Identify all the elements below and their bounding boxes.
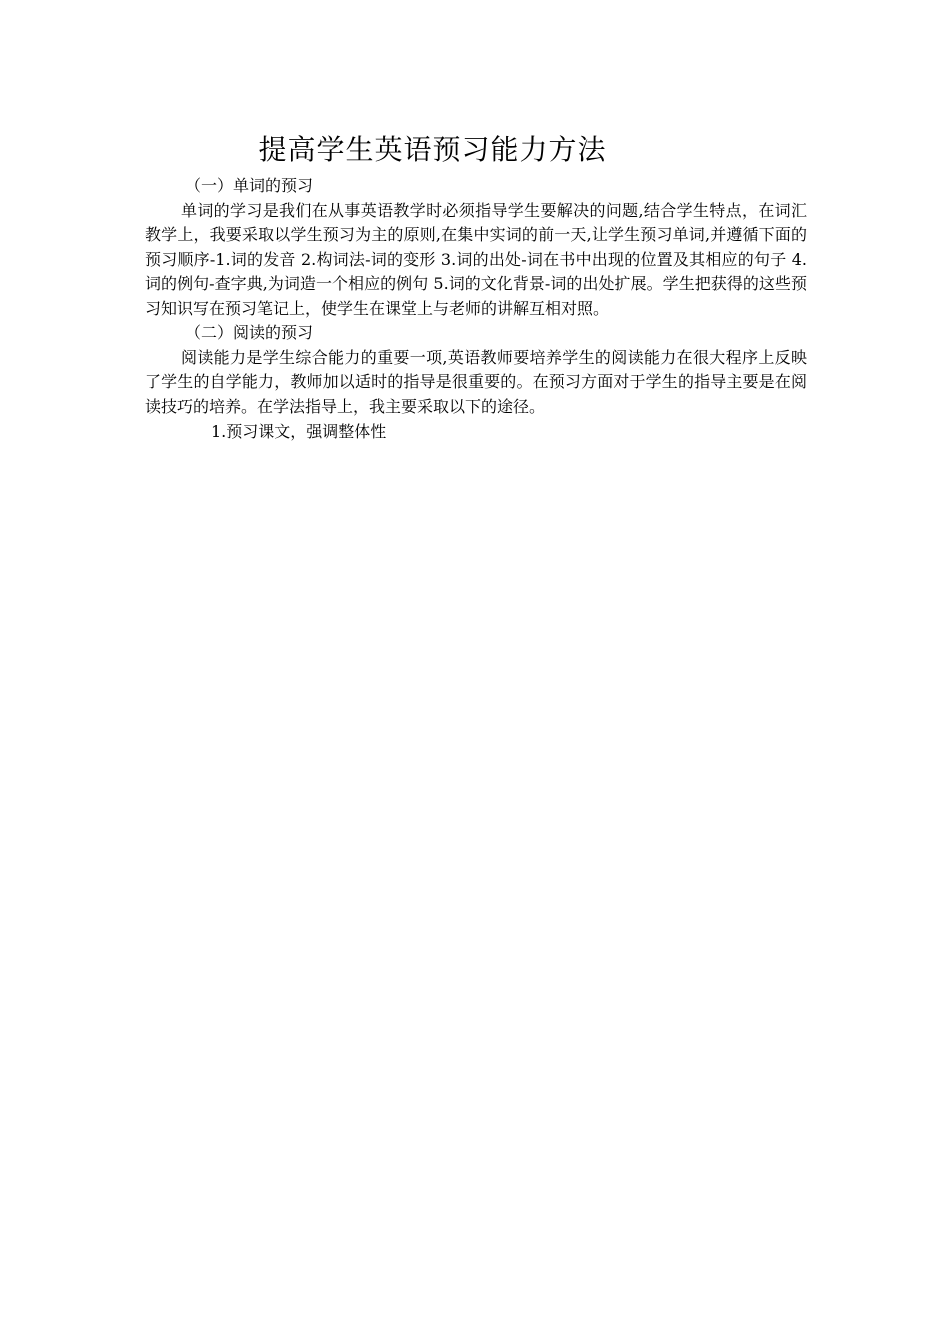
list-item-preview-text: 1.预习课文，强调整体性 [211,422,387,441]
document-body [145,174,807,445]
section-heading-reading: （二）阅读的预习 [185,323,314,342]
paragraph-vocabulary: 单词的学习是我们在从事英语教学时必须指导学生要解决的问题,结合学生特点，在词汇教学上，我要采取以学生预习为主的原则,在集中实词的前一天,让学生预习单词,并遵循下面的预习顺序-1.词的发音 2.构词法-词的变形 3.词的出处-词在书中出现的位置及其相应的句子 4.词的例句-查字典,为词造一个相应的例句 5.词的文化背景-词的出处扩展。学生把获得的这些预习知识写在预习笔记上，使学生在课堂上与老师的讲解互相对照。 [145,200,807,318]
section-heading-vocabulary: （一）单词的预习 [185,176,314,195]
document-title: 提高学生英语预习能力方法 [258,133,607,166]
paragraph-reading: 阅读能力是学生综合能力的重要一项,英语教师要培养学生的阅读能力在很大程序上反映了学生的自学能力，教师加以适时的指导是很重要的。在预习方面对于学生的指导主要是在阅读技巧的培养。在学法指导上，我主要采取以下的途径。 [145,347,807,416]
